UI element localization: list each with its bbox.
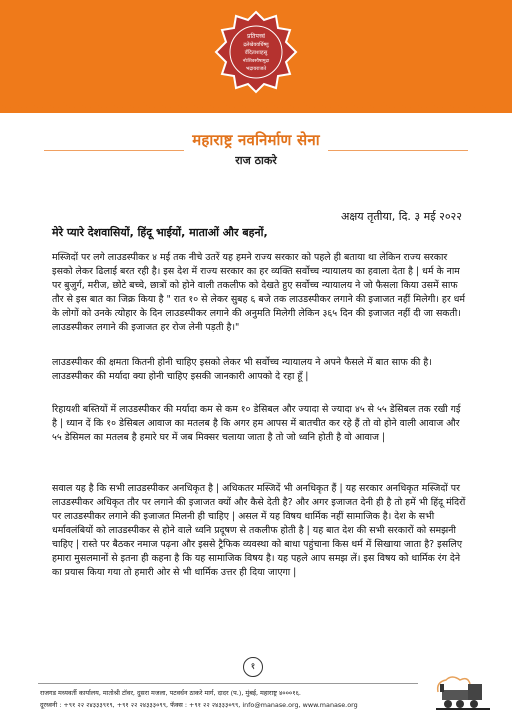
scallop-shape bbox=[112, 98, 128, 108]
seal-line-5: भद्रायराजते bbox=[245, 66, 267, 72]
scallop-shape bbox=[464, 98, 480, 108]
letter-paragraph-1: मस्जिदों पर लगे लाउडस्पीकर ४ मई तक नीचे उतरें यह हमने राज्य सरकार को पहले ही बताया था लेकिन राज्य सरकार इसको लेकर ढिलाई बरत रही है। इस देश में राज्य सरकार का हर व्यक्ति सर्वोच्च न्यायालय का हवाला देता है | धर्म के नाम पर बुजुर्ग, मरीज, छोटे बच्चे, छात्रों को होने वाली तकलीफ को देखते हुए सर्वोच्च न्यायालय ने जो फैसला किया उसमें साफ तौर से इस बात का जिक्र किया है " रात १० से लेकर सुबह ६ बजे तक लाउडस्पीकर लगाने की इजाजत नहीं मिलेगी। हर धर्म के लोगों को उनके त्योहार के दिन लाउडस्पीकर लगाने की अनुमति मिलेगी लेकिन ३६५ दिन की इजाजत नहीं दी जा सकती। लाउडस्पीकर लगाने की इजाजत हर रोज लेनी पड़ती है।" bbox=[52, 252, 466, 333]
scallop-shape bbox=[480, 98, 496, 108]
seal-line-2: द्रलेखेववर्धिष्णु bbox=[243, 42, 269, 48]
scallop-shape bbox=[368, 98, 384, 108]
rajmudra-seal-logo bbox=[214, 10, 298, 94]
heading-rule-right bbox=[328, 150, 468, 151]
scallop-shape bbox=[128, 98, 144, 108]
steam-engine-illustration bbox=[432, 672, 492, 712]
scallop-shape bbox=[176, 98, 192, 108]
scallop-shape bbox=[48, 98, 64, 108]
footer-contact: दूरध्वनी : +९१ २२ २४३३३९१९, +९१ २२ २४३३३०९९, फॅक्स : +९१ २२ २४३३३०९९, info@manase.org, www.manase.org bbox=[40, 701, 358, 709]
letter-salutation: मेरे प्यारे देशवासियों, हिंदू भाईयों, माताओं और बहनों, bbox=[52, 226, 268, 239]
scallop-shape bbox=[32, 98, 48, 108]
scallop-shape bbox=[384, 98, 400, 108]
letter-paragraph-2: लाउडस्पीकर की क्षमता कितनी होनी चाहिए इसको लेकर भी सर्वोच्च न्यायालय ने अपने फैसले में बात साफ की है। लाउडस्पीकर की मर्यादा क्या होनी चाहिए इसकी जानकारी आपको दे रहा हूँ | bbox=[52, 357, 432, 382]
scallop-shape bbox=[256, 98, 272, 108]
seal-line-1: प्रतिपच्चं bbox=[247, 33, 265, 40]
footer-address: राजगड मध्यवर्ती कार्यालय, मातोश्री टॉवर, दुसरा मजला, पटवर्धन ठाकरे मार्ग, दादर (प.), मुंबई, महाराष्ट्र ४०००१६. bbox=[40, 689, 301, 697]
scallop-shape bbox=[288, 98, 304, 108]
scallop-shape bbox=[160, 98, 176, 108]
scallop-shape bbox=[400, 98, 416, 108]
scallop-shape bbox=[64, 98, 80, 108]
letter-paragraph-4: सवाल यह है कि सभी लाउडस्पीकर अनधिकृत है | अधिकतर मस्जिदें भी अनधिकृत हैं | यह सरकार अनधिकृत मस्जिदों पर लाउडस्पीकर अधिकृत तौर पर लगाने की इजाजत क्यों और कैसे देती है? और अगर इजाजत देनी ही है तो हमें भी हिंदू मंदिरों पर लाउडस्पीकर लगाने की इजाजत मिलनी ही चाहिए | असल में यह विषय धार्मिक नहीं सामाजिक है। देश के सभी धर्मावलंबियों को लाउडस्पीकर से होने वाले ध्वनि प्रदूषण से तकलीफ होती है | यह बात देश की सभी सरकारों को समझनी चाहिए | रास्ते पर बैठकर नमाज पढ़ना और इससे ट्रैफिक व्यवस्था को बाधा पहुंचाना किस धर्म में सिखाया जाता है? इसलिए हमारा मुसलमानों से इतना ही कहना है कि यह सामाजिक विषय है। यह पहले आप समझ लें। इस विषय को धार्मिक रंग देने का प्रयास किया गया तो हमारी ओर से भी धार्मिक उत्तर ही दिया जाएगा | bbox=[52, 483, 466, 578]
scallop-shape bbox=[144, 98, 160, 108]
scallop-shape bbox=[352, 98, 368, 108]
scallop-shape bbox=[208, 98, 224, 108]
page-number: १ bbox=[243, 657, 263, 677]
scallop-shape bbox=[272, 98, 288, 108]
scallop-shape bbox=[496, 98, 512, 108]
seal-line-4: नोःशिवस्यैषामुद्रा bbox=[242, 59, 270, 64]
letter-date: अक्षय तृतीया, दि. ३ मई २०२२ bbox=[340, 210, 462, 223]
footer-divider bbox=[38, 683, 418, 684]
scallop-shape bbox=[336, 98, 352, 108]
heading-rule-left bbox=[44, 150, 184, 151]
scallop-shape bbox=[320, 98, 336, 108]
scallop-shape bbox=[416, 98, 432, 108]
party-name: महाराष्ट्र नवनिर्माण सेना bbox=[192, 131, 320, 149]
scallop-shape bbox=[240, 98, 256, 108]
seal-line-3: र्वंदिताशाहसु bbox=[244, 50, 268, 56]
scallop-shape bbox=[96, 98, 112, 108]
scallop-shape bbox=[304, 98, 320, 108]
letter-paragraph-3: रिहायशी बस्तियों में लाउडस्पीकर की मर्यादा कम से कम १० डेसिबल और ज्यादा से ज्यादा ४५ से ५५ डेसिबल तक रखी गई है | ध्यान दें कि १० डेसिबल आवाज का मतलब है कि अगर हम आपस में बातचीत कर रहे हैं तो वो होने वाली आवाज और ५५ डेसिमल का मतलब है हमारे घर में जब मिक्सर चलाया जाता है तो जो ध्वनि होती है वो आवाज | bbox=[52, 404, 461, 443]
leader-name: राज ठाकरे bbox=[235, 154, 277, 167]
scallop-shape bbox=[224, 98, 240, 108]
scallop-shape bbox=[192, 98, 208, 108]
banner-scallop-edge bbox=[0, 98, 512, 114]
scallop-shape bbox=[0, 98, 16, 108]
scallop-shape bbox=[448, 98, 464, 108]
scallop-shape bbox=[80, 98, 96, 108]
scallop-shape bbox=[16, 98, 32, 108]
scallop-shape bbox=[432, 98, 448, 108]
